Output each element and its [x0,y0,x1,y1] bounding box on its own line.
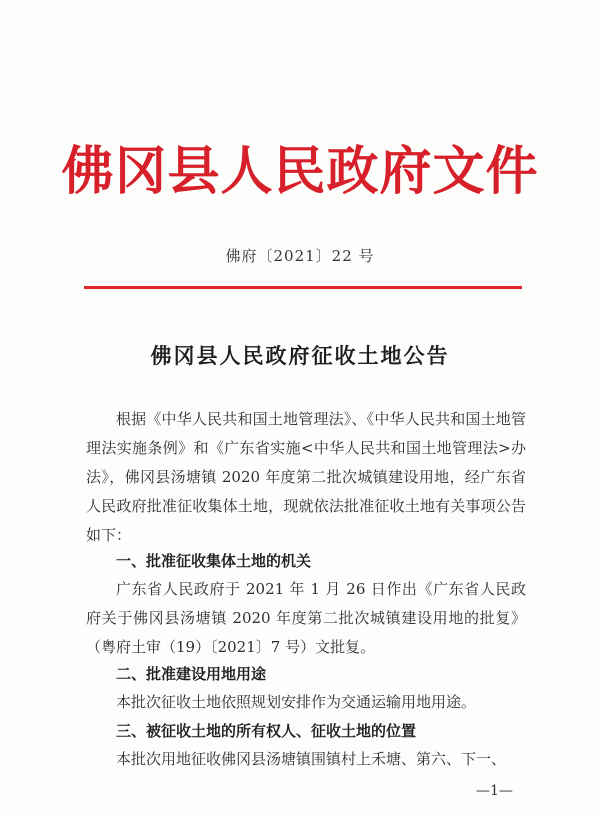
section-2-heading: 二、批准建设用地用途 [116,665,267,683]
section-1-heading: 一、批准征收集体土地的机关 [116,552,312,570]
section-3-body: 本批次用地征收佛冈县汤塘镇围镇村上禾塘、第六、下一、 [116,750,507,768]
section-1-body: 广东省人民政府于 2021 年 1 月 26 日作出《广东省人民政府关于佛冈县汤塘镇 2020 年度第二批次城镇建设用地的批复》（粤府土审（19）〔2021〕7 号）文批复。 [86,580,526,656]
page-number: —1— [476,783,513,799]
section-2-body: 本批次征收土地依照规划安排作为交通运输用地用途。 [116,693,477,711]
section-3-heading: 三、被征收土地的所有权人、征收土地的位置 [116,722,417,740]
intro-paragraph: 根据《中华人民共和国土地管理法》、《中华人民共和国土地管理法实施条例》和《广东省实施<中华人民共和国土地管理法>办法》，佛冈县汤塘镇 2020 年度第二批次城镇建设用地，经广东省人民政府批准征收集体土地，现就依法批准征收土地有关事项公告如下： [86,410,526,544]
red-divider-line [84,286,522,289]
document-masthead: 佛冈县人民政府文件 [61,141,539,202]
announcement-title: 佛冈县人民政府征收土地公告 [150,343,450,368]
document-number: 佛府〔2021〕22 号 [225,247,375,265]
